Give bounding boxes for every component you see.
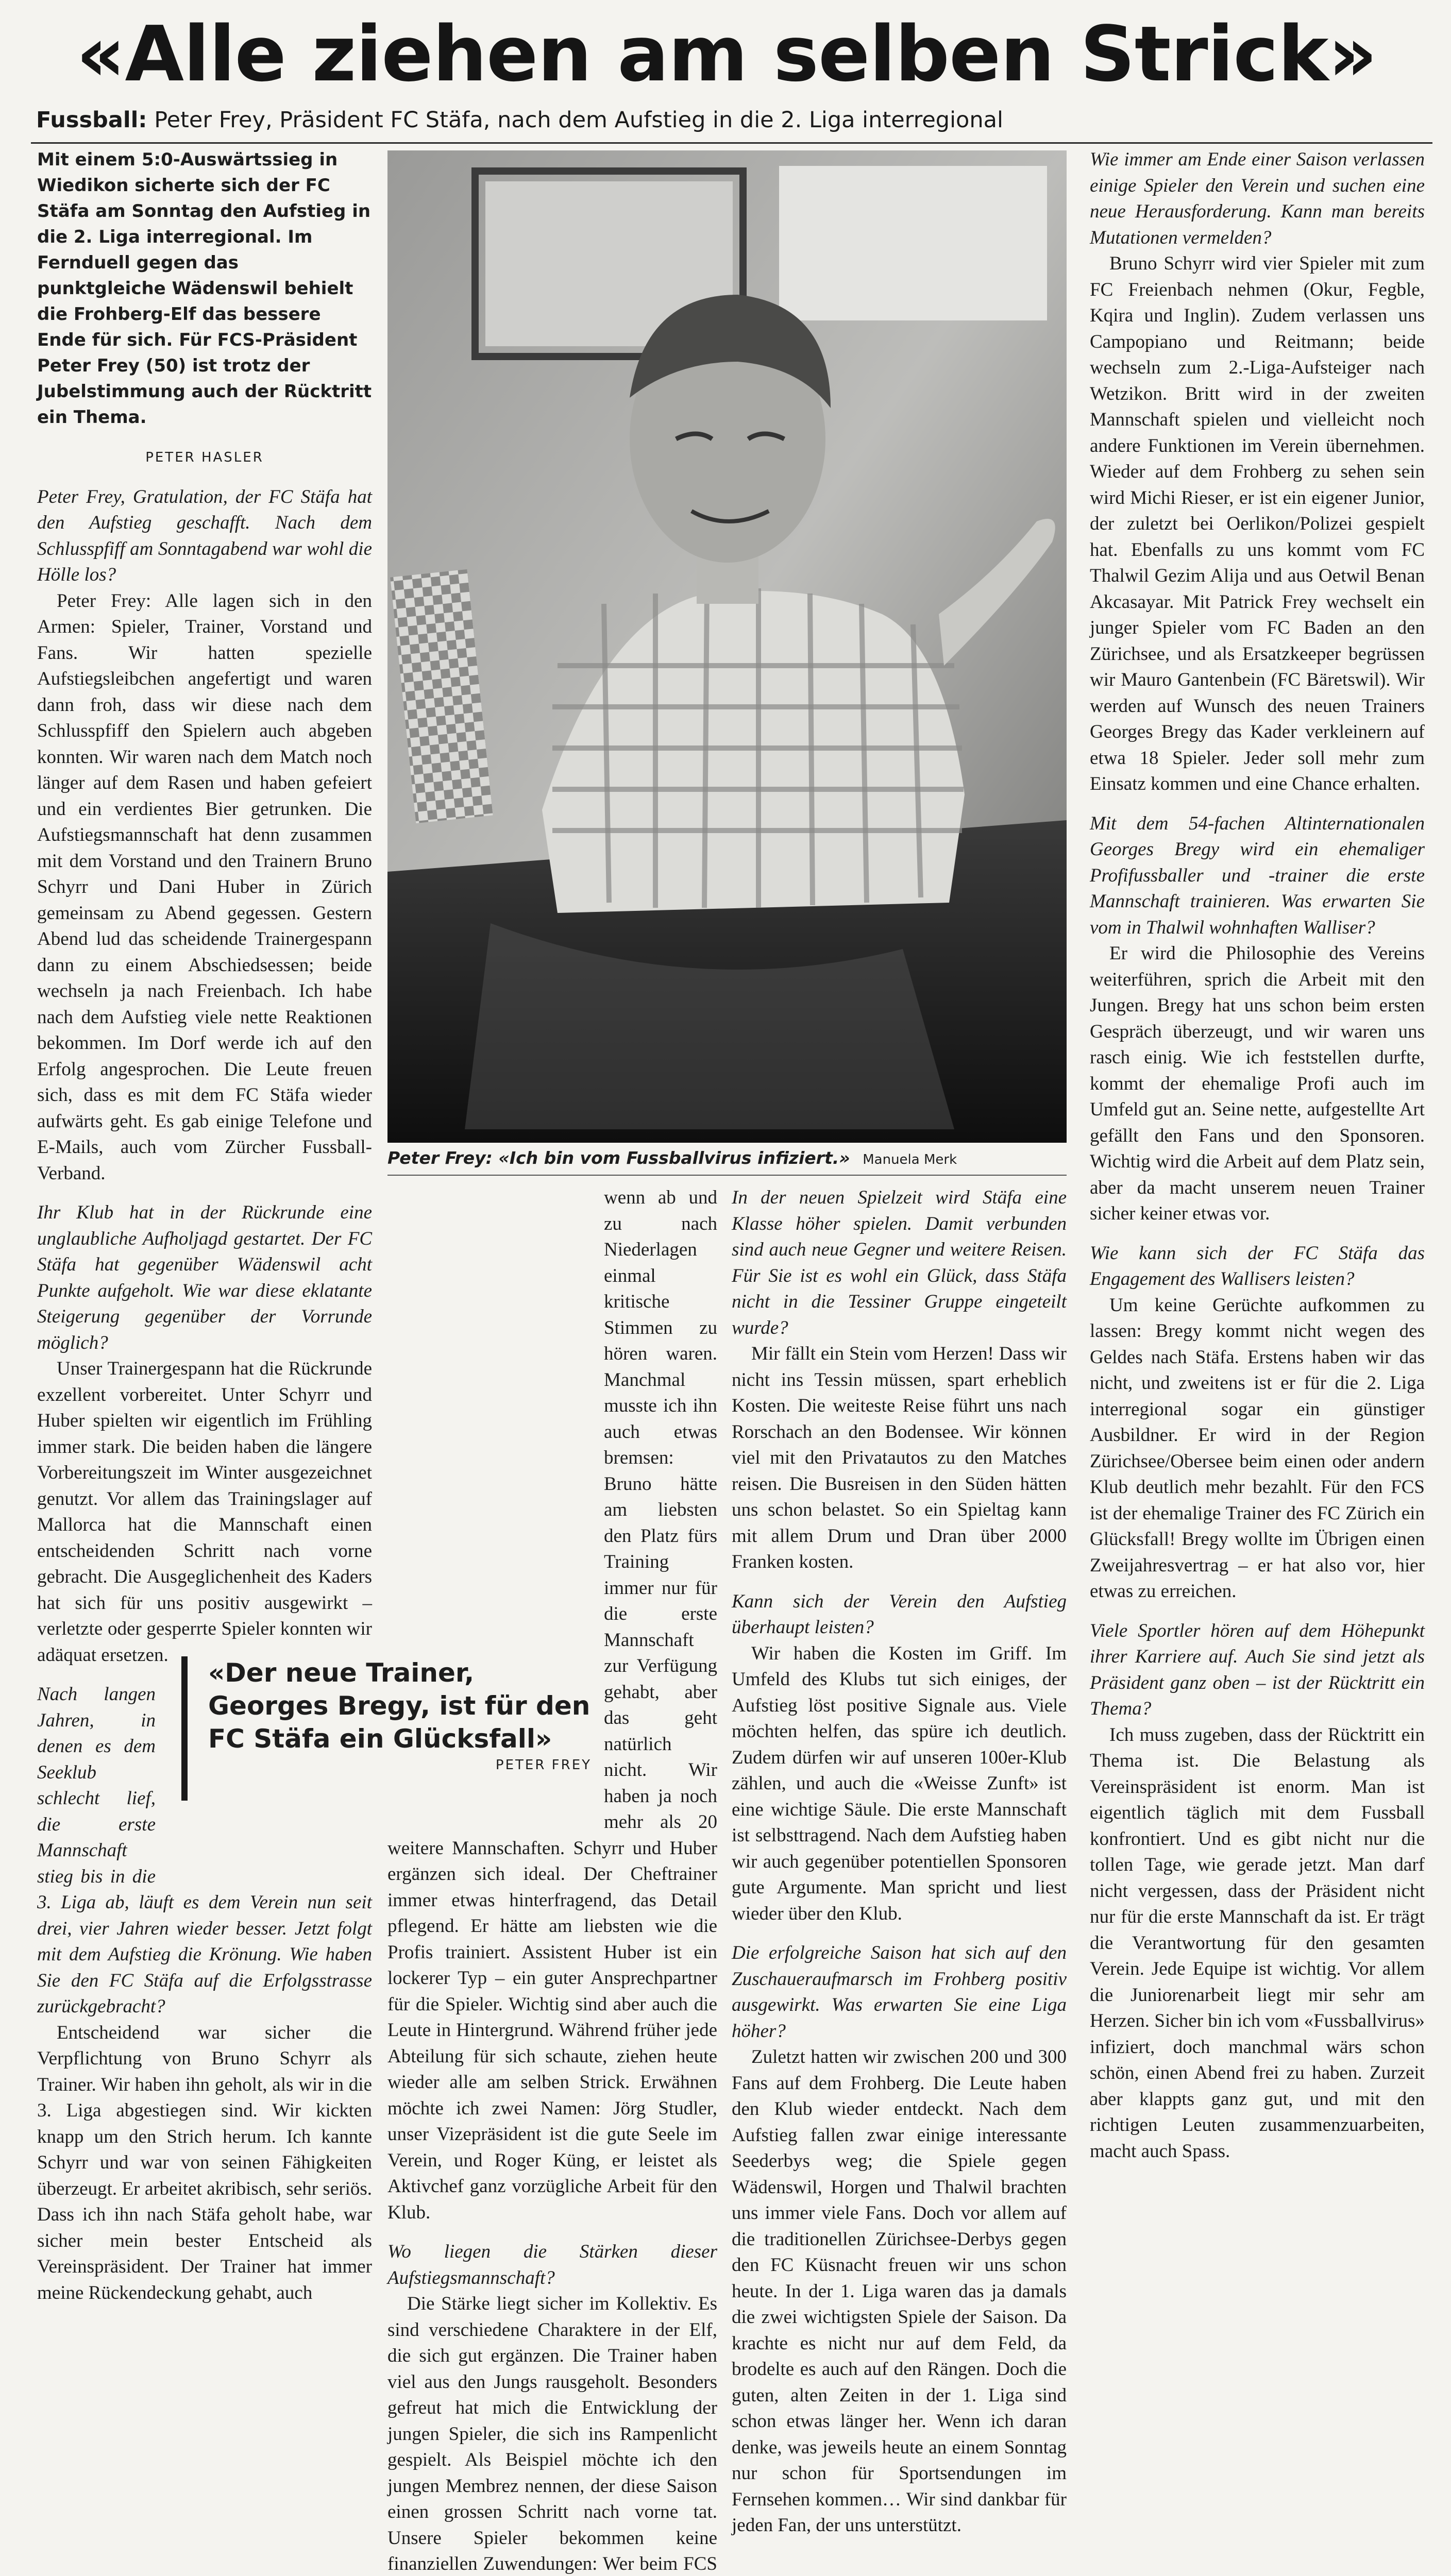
question: Ihr Klub hat in der Rückrunde eine unglaubliche Aufholjagd gestartet. Der FC Stäfa hat gegenüber Wädenswil acht Punkte aufgeholt. Wie war diese eklatante Steigerung gegenüber der Vorrunde möglich? bbox=[37, 1202, 372, 1353]
column-4 bbox=[1090, 147, 1425, 2496]
lead-paragraph: Mit einem 5:0-Auswärtssieg in Wiedikon sicherte sich der FC Stäfa am Sonntag den Aufstieg in die 2. Liga interregional. Im Fernduell gegen das punktgleiche Wädenswil behielt die Frohberg-Elf das bessere Ende für sich. Für FCS-Präsident Peter Frey (50) ist trotz der Jubelstimmung auch der Rücktritt ein Thema. bbox=[37, 149, 372, 428]
portrait-photo bbox=[387, 150, 1067, 1143]
kicker: Fussball: bbox=[36, 107, 147, 133]
caption-rule bbox=[387, 1175, 1067, 1176]
question: Die erfolgreiche Saison hat sich auf den Zuschaueraufmarsch im Frohberg positiv ausgewirkt. Was erwarten Sie eine Liga höher? bbox=[732, 1942, 1067, 2042]
photo-credit: Manuela Merk bbox=[863, 1152, 957, 1167]
answer: Unser Trainergespann hat die Rückrunde exzellent vorbereitet. Unter Schyrr und Huber spielten wir eigentlich im Frühling immer stark. Die beiden haben die längere Vorbereitungszeit im Winter ausgezeichnet genutzt. Vor allem das Trainingslager auf Mallorca hat die Mannschaft einen entscheidenden Schritt nach vorne gebracht. Die Ausgeglichenheit des Kaders hat sich für uns positiv ausgewirkt – verletzte oder gesperrte Spieler konnten wir adäquat ersetzen. bbox=[37, 1358, 372, 1666]
answer: Mir fällt ein Stein vom Herzen! Dass wir nicht ins Tessin müssen, spart erheblich Kosten. Die weiteste Reise führt uns nach Rorschach an den Bodensee. Wir können viel mit den Privatautos zu den Matches reisen. Die Busreisen in den Süden hätten uns schon belastet. So ein Spieltag kann mit allem Drum und Dran über 2000 Franken kosten. bbox=[732, 1343, 1067, 1572]
column-1 bbox=[37, 147, 372, 2496]
answer: Wir haben die Kosten im Griff. Im Umfeld des Klubs tut sich einiges, der Aufstieg löst positive Signale aus. Viele möchten helfen, das spüre ich deutlich. Zudem dürfen wir auf unseren 100er-Klub zählen, und auch die «Weisse Zunft» ist eine wichtige Säule. Die erste Mannschaft ist selbsttragend. Nach dem Aufstieg haben wir auch gegenüber potentiellen Sponsoren gute Argumente. Man spricht und liest wieder über den Klub. bbox=[732, 1642, 1067, 1924]
answer: Peter Frey: Alle lagen sich in den Armen: Spieler, Trainer, Vorstand und Fans. Wir hatten spezielle Aufstiegsleibchen angefertigt und waren dann froh, dass wir diese nach dem Schlusspfiff den Spielern auch abgeben konnten. Wir waren nach dem Match noch länger auf dem Rasen und haben gefeiert und ein verdientes Bier getrunken. Die Aufstiegsmannschaft hat denn zusammen mit dem Vorstand und den Trainern Bruno Schyrr und Dani Huber in Zürich gemeinsam zu Abend gegessen. Gestern Abend lud das scheidende Trainergespann dann zu einem Abschiedsessen; beide wechseln ja nach Freienbach. Ich habe nach dem Aufstieg viele nette Reaktionen bekommen. Im Dorf werde ich auf den Erfolg angesprochen. Die Leute freuen sich, dass es mit dem FC Stäfa wieder aufwärts geht. Es gab einige Telefone und E-Mails, auch vom Zürcher Fussball-Verband. bbox=[37, 590, 372, 1184]
question: Wie immer am Ende einer Saison verlassen einige Spieler den Verein und suchen eine neue Herausforderung. Kann man bereits Mutationen vermelden? bbox=[1090, 149, 1425, 248]
question: Wo liegen die Stärken dieser Aufstiegsmannschaft? bbox=[387, 2241, 717, 2289]
caption-quote: Peter Frey: «Ich bin vom Fussballvirus infiziert.» bbox=[387, 1148, 850, 1168]
answer: Um keine Gerüchte aufkommen zu lassen: Bregy kommt nicht wegen des Geldes nach Stäfa. Erstens haben wir das nicht, und zweitens ist er für die 2. Liga interregional sogar ein günstiger Ausbildner. Er wird in der Region Zürichsee/Obersee beim einen oder andern Klub deutlich mehr bezahlt. Für den FCS ist der ehemalige Trainer des FC Zürich ein Glücksfall! Bregy wollte im Übrigen einen Zweijahresvertrag – er hat also vor, hier etwas zu erreichen. bbox=[1090, 1294, 1425, 1602]
answer: Ich muss zugeben, dass der Rücktritt ein Thema ist. Die Belastung als Vereinspräsident ist enorm. Man ist eigentlich täglich mit dem Fussball konfrontiert. Und es gibt nicht nur die tollen Tage, wie gerade jetzt. Man darf nicht vergessen, dass der Präsident nicht nur für die erste Mannschaft da ist. Er trägt die Verantwortung für den gesamten Verein. Jede Equipe ist wichtig. Vor allem die Juniorenarbeit liegt mir sehr am Herzen. Sicher bin ich vom «Fussballvirus» infiziert, doch manchmal wärs schon schön, einen Abend frei zu haben. Zurzeit aber klappts ganz gut, und mit den richtigen Leuten zusammenzuarbeiten, macht auch Spass. bbox=[1090, 1724, 1425, 2162]
photo-caption bbox=[387, 1144, 1067, 1173]
pull-quote bbox=[181, 1656, 594, 1801]
pull-quote-text: «Der neue Trainer, Georges Bregy, ist für den FC Stäfa ein Glücksfall» bbox=[208, 1658, 590, 1754]
answer: Entscheidend war sicher die Verpflichtung von Bruno Schyrr als Trainer. Wir haben ihn geholt, als wir in die 3. Liga abgestiegen sind. Wir kickten knapp um den Strich herum. Ich kannte Schyrr und war von seinen Fähigkeiten überzeugt. Er arbeitet akribisch, sehr seriös. Dass ich ihn nach Stäfa geholt habe, war sicher mein bester Entscheid als Vereinspräsident. Der Trainer hat immer meine Rückendeckung gehabt, auch bbox=[37, 2022, 372, 2303]
top-rule bbox=[31, 142, 1432, 144]
question: In der neuen Spielzeit wird Stäfa eine Klasse höher spielen. Damit verbunden sind auch neue Gegner und weitere Reisen. Für Sie ist es wohl ein Glück, dass Stäfa nicht in die Tessiner Gruppe eingeteilt wurde? bbox=[732, 1187, 1067, 1338]
question: Peter Frey, Gratulation, der FC Stäfa hat den Aufstieg geschafft. Nach dem Schlusspfiff am Sonntagabend war wohl die Hölle los? bbox=[37, 486, 372, 585]
answer: Zuletzt hatten wir zwischen 200 und 300 Fans auf dem Frohberg. Die Leute haben den Klub wieder entdeckt. Nach dem Aufstieg fallen zwar einige interessante Seederbys weg; die Spiele gegen Wädenswil, Horgen und Thalwil brachten uns immer viele Fans. Doch vor allem auf die traditionellen Zürichsee-Derbys gegen den FC Küsnacht freuen wir uns schon heute. In der 1. Liga waren das ja damals die zwei wichtigsten Spiele der Saison. Da krachte es nicht nur auf dem Feld, da brodelte es auch auf den Rängen. Doch die guten, alten Zeiten in der 1. Liga sind schon etwas länger her. Wenn ich daran denke, was jeweils heute an einem Sonntag nur schon für Sportsendungen im Fernsehen kommen… Wir sind dankbar für jeden Fan, der uns unterstützt. bbox=[732, 2046, 1067, 2536]
answer: Er wird die Philosophie des Vereins weiterführen, sprich die Arbeit mit den Jungen. Bregy hat uns schon beim ersten Gespräch überzeugt, und wir waren uns rasch einig. Wie ich feststellen durfte, kommt der ehemalige Profi auch im Umfeld gut an. Seine nette, aufgestellte Art gefällt den Fans und den Sponsoren. Wichtig wird die Arbeit auf dem Platz sein, aber da macht unserem neuen Trainer sicher keiner etwas vor. bbox=[1090, 943, 1425, 1224]
question: Viele Sportler hören auf dem Höhepunkt ihrer Karriere auf. Auch Sie sind jetzt als Präsident ganz oben – ist der Rücktritt ein Thema? bbox=[1090, 1620, 1425, 1719]
question: Wie kann sich der FC Stäfa das Engagement des Wallisers leisten? bbox=[1090, 1242, 1425, 1290]
subheadline-text: Peter Frey, Präsident FC Stäfa, nach dem Aufstieg in die 2. Liga interregional bbox=[154, 107, 1003, 133]
answer-continued: wenn ab und zu nach Niederlagen einmal kritische Stimmen zu hören waren. Manchmal musste ich ihn auch etwas bremsen: Bruno hätte am liebsten den Platz fürs Training immer nur für die erste Mannschaft zur Verfügung gehabt, aber das geht natürlich nicht. Wir haben ja noch mehr als 20 weitere Mannschaften. Schyrr und Huber ergänzen sich ideal. Der Cheftrainer immer etwas hinterfragend, das Detail pflegend. Er hätte am liebsten wie die Profis trainiert. Assistent Huber ist ein lockerer Typ – ein guter Ansprechpartner für die Spieler. Wichtig sind aber auch die Leute in Hintergrund. Während früher jede Abteilung für sich schaute, ziehen heute wieder alle am selben Strick. Erwähnen möchte ich zwei Namen: Jörg Studler, unser Vizepräsident ist die gute Seele im Verein, und Roger Küng, er leistet als Aktivchef ganz vorzügliche Arbeit für den Klub. bbox=[387, 1187, 717, 2223]
column-2 bbox=[387, 1185, 717, 2574]
answer: Bruno Schyrr wird vier Spieler mit zum FC Freienbach nehmen (Okur, Fegble, Kqira und Inglin). Zudem verlassen uns Campopiano und Reitmann; beide wechseln zum 2.-Liga-Aufsteiger nach Wetzikon. Britt wird in der zweiten Mannschaft spielen und vielleicht noch andere Funktionen im Verein übernehmen. Wieder auf dem Frohberg zu sehen sein wird Michi Rieser, er ist ein eigener Junior, der zuletzt bei Oerlikon/Polizei gespielt hat. Ebenfalls zu uns kommt vom FC Thalwil Gezim Alija und aus Oetwil Benan Akcasayar. Mit Patrick Frey wechselt ein junger Spieler vom FC Baden an den Zürichsee, und als Ersatzkeeper begrüssen wir Mauro Gantenbein (FC Bäretswil). Wir werden auf Wunsch des neuen Trainers Georges Bregy das Kader verkleinern auf etwa 18 Spieler. Jeder soll mehr zum Einsatz kommen und eine Chance erhalten. bbox=[1090, 253, 1425, 794]
portrait-photo-image bbox=[387, 150, 1067, 1143]
question: Mit dem 54-fachen Altinternationalen Georges Bregy wird ein ehemaliger Profifussballer und -trainer die erste Mannschaft trainieren. Was erwarten Sie vom in Thalwil wohnhaften Walliser? bbox=[1090, 812, 1425, 938]
question: Kann sich der Verein den Aufstieg überhaupt leisten? bbox=[732, 1590, 1067, 1638]
question: Nach langen Jahren, in denen es dem Seeklub schlecht lief, die erste Mannschaft stieg bis in die 3. Liga ab, läuft es dem Verein nun seit drei, vier Jahren wieder besser. Jetzt folgt mit dem Aufstieg die Krönung. Wie haben Sie den FC Stäfa auf die Erfolgsstrasse zurückgebracht? bbox=[37, 1684, 372, 2017]
subheadline bbox=[36, 102, 1427, 138]
answer: Die Stärke liegt sicher im Kollektiv. Es sind verschiedene Charaktere in der Elf, die sich gut ergänzen. Die Trainer haben viel aus den Jungs rausgeholt. Besonders gefreut hat mich die Entwicklung der jungen Spieler, die sich ins Rampenlicht gespielt. Als Beispiel möchte ich den jungen Membrez nennen, der diese Saison einen grossen Schritt nach vorne tat. Unsere Spieler bekommen keine finanziellen Zuwendungen: Wer beim FCS bbox=[387, 2293, 717, 2574]
pull-quote-author: PETER FREY bbox=[495, 1757, 592, 1773]
byline: PETER HASLER bbox=[145, 450, 264, 465]
headline: «Alle ziehen am selben Strick» bbox=[76, 10, 1377, 98]
column-3 bbox=[732, 1185, 1067, 2536]
